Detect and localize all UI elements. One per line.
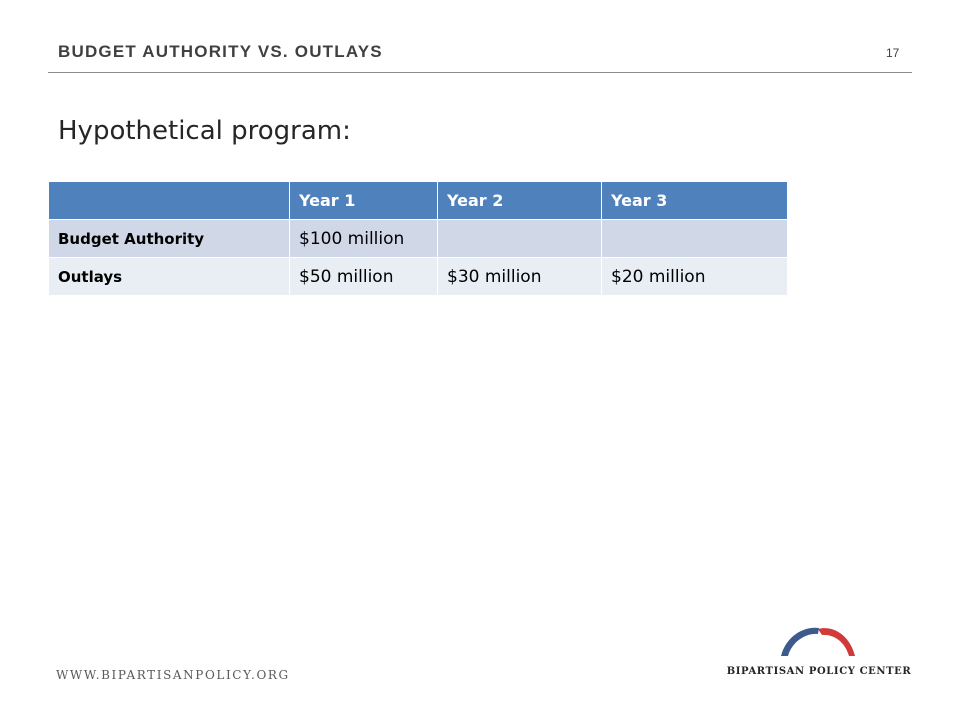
footer-url: WWW.BIPARTISANPOLICY.ORG [56,668,290,682]
budget-table [48,181,788,296]
subtitle: Hypothetical program: [58,116,351,146]
table-cell: $50 million [290,258,438,296]
table-cell: $20 million [602,258,788,296]
table-cell [438,220,602,258]
bipartisan-arch-logo-icon [778,622,858,662]
header-divider [48,72,912,73]
table-header-cell: Year 3 [602,182,788,220]
table-header-cell [49,182,290,220]
table-header-cell: Year 1 [290,182,438,220]
logo-text: BIPARTISAN POLICY CENTER [726,666,912,677]
row-label: Budget Authority [49,220,290,258]
table-header-cell: Year 2 [438,182,602,220]
table-cell: $30 million [438,258,602,296]
table-row [49,258,788,296]
slide-title: BUDGET AUTHORITY VS. OUTLAYS [58,42,383,61]
table-header-row [49,182,788,220]
row-label: Outlays [49,258,290,296]
bipartisan-policy-center-logo [726,622,912,684]
table-cell [602,220,788,258]
table-row [49,220,788,258]
table-cell: $100 million [290,220,438,258]
page-number: 17 [886,46,900,60]
